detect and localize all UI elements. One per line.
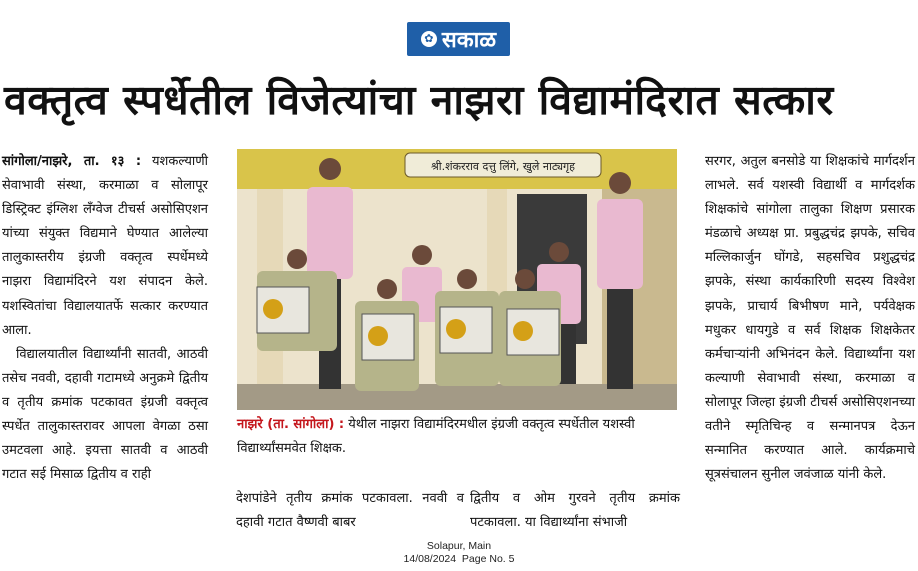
photo-caption bbox=[237, 413, 677, 461]
dateline: सांगोला/नाझरे, ता. १३ : bbox=[2, 154, 142, 169]
masthead-logo bbox=[407, 22, 510, 56]
article-column-2-left: देशपांडेने तृतीय क्रमांक पटकावला. नववी व दहावी गटात वैष्णवी बाबर bbox=[236, 491, 464, 531]
article-paragraph-1: यशकल्याणी सेवाभावी संस्था, करमाळा व सोलापूर डिस्ट्रिक्ट इंग्लिश लँग्वेज टीचर्स असोसिएशन यांच्या संयुक्त विद्यमाने घेण्यात आलेल्या तालुकास्तरीय इंग्रजी वक्तृत्व स्पर्धेमध्ये नाझरा विद्यामंदिरने यश संपादन केले. यशस्वितांचा विद्यालयातर्फे सत्कार करण्यात आला. bbox=[2, 154, 208, 338]
article-column-3: सरगर, अतुल बनसोडे या शिक्षकांचे मार्गदर्शन लाभले. सर्व यशस्वी विद्यार्थी व मार्गदर्शक शिक्षकांचे सांगोला तालुका शिक्षण प्रसारक मंडळाचे अध्यक्ष प्रा. प्रबुद्धचंद्र झपके, सचिव मल्लिकार्जुन घोंगडे, सहसचिव प्रशुद्धचंद्र झपके, संस्था कार्यकारिणी सदस्य विश्वेश झपके, प्राचार्य बिभीषण माने, पर्यवेक्षक मधुकर धायगुडे व सर्व शिक्षक शिक्षकेतर कर्मचाऱ्यांनी अभिनंदन केले. विद्यार्थ्यांना यश कल्याणी सेवाभावी संस्था, करमाळा व सोलापूर जिल्हा इंग्रजी टीचर्स असोसिएशनच्या वतीने स्मृतिचिन्ह व सन्मानपत्र देऊन सन्मानित करण्यात आले. कार्यक्रमाचे सूत्रसंचालन सुनील जवंजाळ यांनी केले. bbox=[705, 154, 915, 483]
logo-emblem-icon: ✿ bbox=[421, 31, 437, 47]
edition-label: Solapur, Main bbox=[426, 540, 492, 552]
date-page-label: 14/08/2024 Page No. 5 bbox=[403, 553, 515, 565]
banner-text: श्री.शंकरराव दत्तु लिंगे, खुले नाट्यगृह bbox=[430, 160, 576, 173]
page-footer bbox=[0, 540, 918, 566]
group-photo-illustration bbox=[237, 149, 677, 410]
caption-text: येथील नाझरा विद्यामंदिरमधील इंग्रजी वक्तृत्व स्पर्धेतील यशस्वी विद्यार्थ्यांसमवेत शिक्षक. bbox=[237, 417, 635, 456]
headline: वक्तृत्व स्पर्धेतील विजेत्यांचा नाझरा विद्यामंदिरात सत्कार bbox=[4, 76, 834, 124]
article-column-2-right: द्वितीय व ओम गुरवने तृतीय क्रमांक पटकावला. या विद्यार्थ्यांना संभाजी bbox=[470, 491, 680, 531]
logo-text: सकाळ bbox=[441, 28, 497, 53]
article-paragraph-2: विद्यालयातील विद्यार्थ्यांनी सातवी, आठवी तसेच नववी, दहावी गटामध्ये अनुक्रमे द्वितीय व तृतीय क्रमांक पटकावत इंग्रजी वक्तृत्व स्पर्धेत तालुकास्तरावर आपला वेगळा ठसा उमटवला आहे. इयत्ता सातवी व आठवी गटात सई मिसाळ द्वितीय व राही bbox=[2, 346, 208, 483]
news-photo bbox=[237, 149, 677, 410]
article-column-1 bbox=[2, 150, 208, 487]
caption-place: नाझरे (ता. सांगोला) : bbox=[237, 417, 345, 432]
